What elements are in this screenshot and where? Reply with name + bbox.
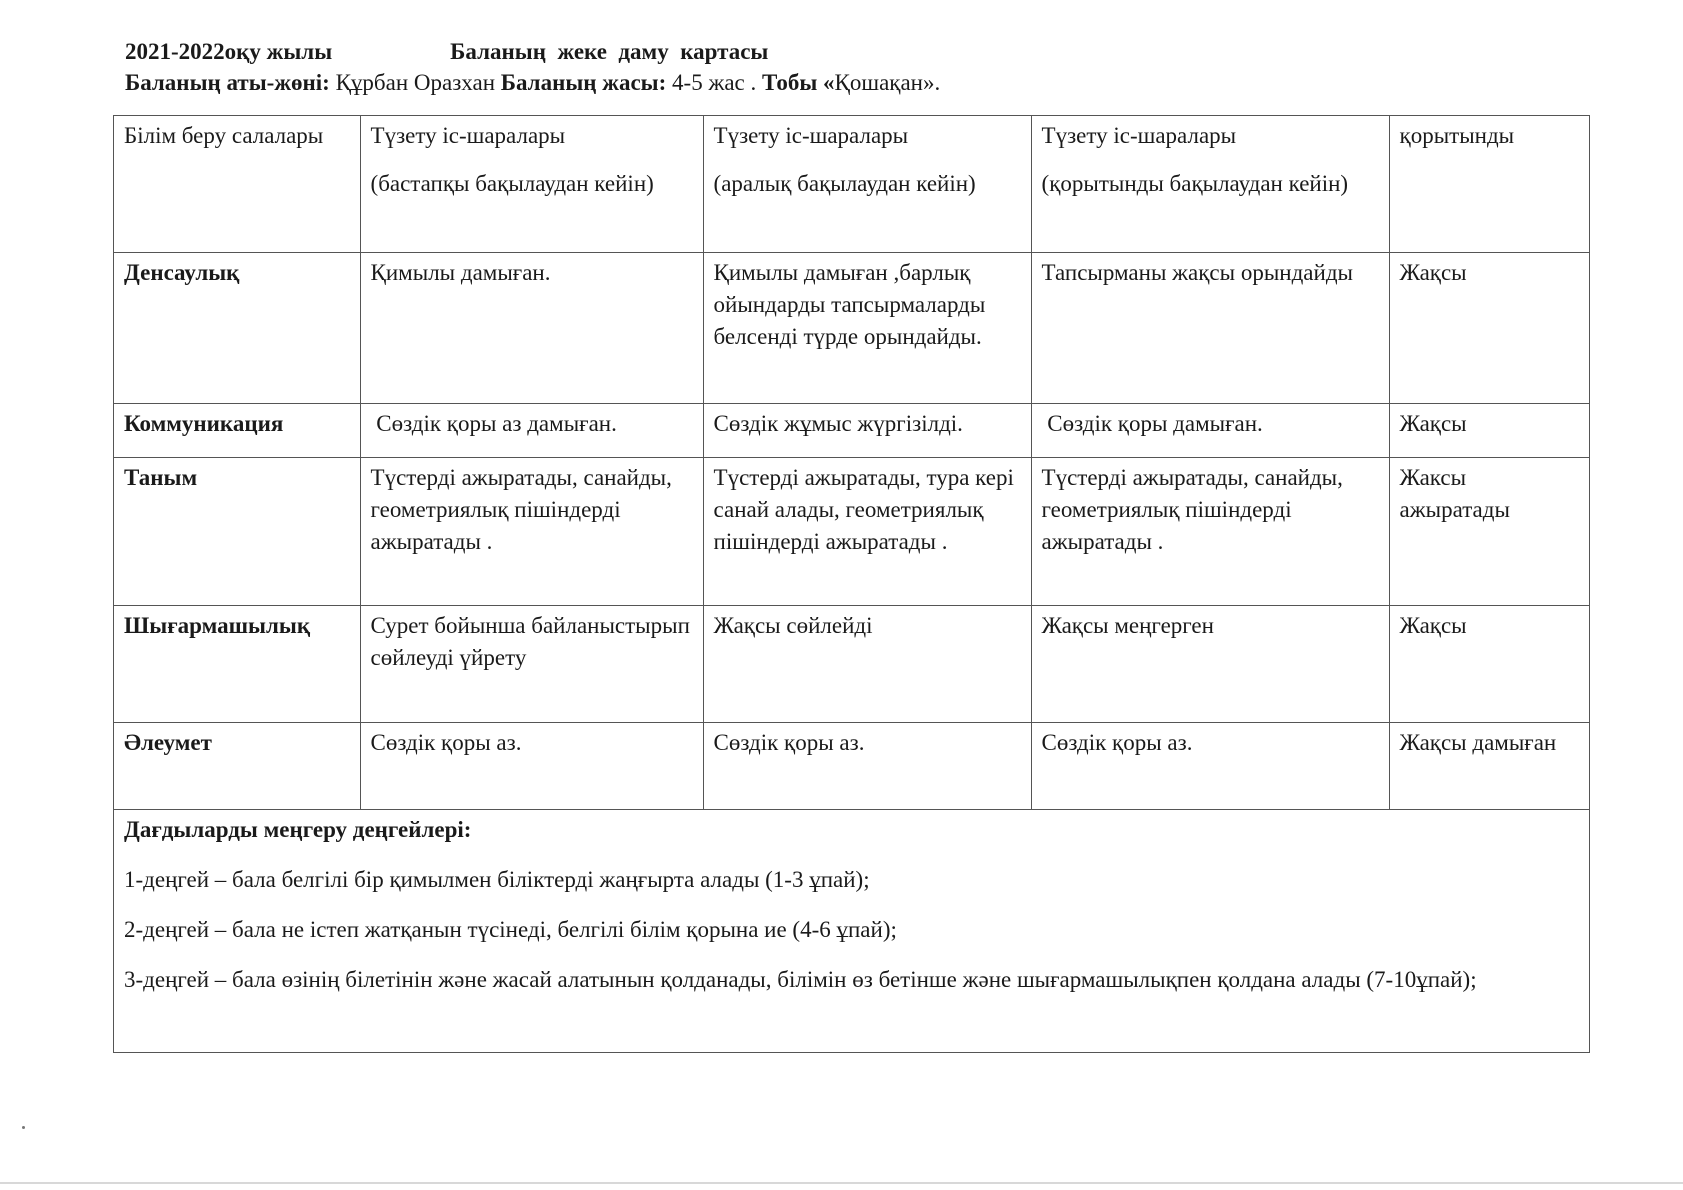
intermediate-cell: Қимылы дамыған ,барлық ойындарды тапсырмаларды белсенді түрде орындайды.: [703, 253, 1031, 404]
age-value: 4-5 жас .: [666, 70, 763, 95]
result-cell: Жақсы: [1389, 404, 1589, 458]
initial-cell: Сурет бойынша байланыстырып сөйлеуді үйрету: [360, 606, 703, 723]
header-title: қорытынды: [1399, 123, 1515, 148]
header-title: Түзету іс-шаралары: [370, 123, 566, 148]
table-row: [114, 458, 1590, 606]
intermediate-cell: Жақсы сөйлейді: [703, 606, 1031, 723]
header-cell-final: [1031, 116, 1389, 253]
skill-levels-row: [114, 810, 1590, 1053]
skill-level-item: 2-деңгей – бала не істеп жатқанын түсінеді, белгілі білім қорына ие (4-6 ұпай);: [124, 917, 897, 942]
initial-cell: Түстерді ажыратады, санайды, геометриялық пішіндерді ажыратады .: [360, 458, 703, 606]
initial-cell: Қимылы дамыған.: [360, 253, 703, 404]
table-row: [114, 253, 1590, 404]
area-cell: Денсаулық: [114, 253, 361, 404]
skill-levels-cell: [114, 810, 1590, 1053]
initial-cell: Сөздік қоры аз дамыған.: [360, 404, 703, 458]
area-cell: Әлеумет: [114, 723, 361, 810]
document-header: [125, 36, 940, 98]
intermediate-cell: Сөздік қоры аз.: [703, 723, 1031, 810]
intermediate-cell: Түстерді ажыратады, тура кері санай алады, геометриялық пішіндерді ажыратады .: [703, 458, 1031, 606]
table-row: [114, 404, 1590, 458]
header-subtitle: (аралық бақылаудан кейін): [713, 171, 976, 196]
result-cell: Жаксы ажыратады: [1389, 458, 1589, 606]
result-cell: Жақсы: [1389, 253, 1589, 404]
header-cell-intermediate: [703, 116, 1031, 253]
final-cell: Түстерді ажыратады, санайды, геометриялық пішіндерді ажыратады .: [1031, 458, 1389, 606]
age-label: Баланың жасы:: [500, 70, 667, 95]
final-cell: Тапсырманы жақсы орындайды: [1031, 253, 1389, 404]
name-label: Баланың аты-жөні:: [125, 70, 330, 95]
child-info-line: [125, 67, 940, 98]
header-cell-area: [114, 116, 361, 253]
skill-level-item: 1-деңгей – бала белгілі бір қимылмен біліктерді жаңғырта алады (1-3 ұпай);: [124, 867, 870, 892]
header-cell-initial: [360, 116, 703, 253]
table-row: [114, 723, 1590, 810]
final-cell: Жақсы меңгерген: [1031, 606, 1389, 723]
skill-level-item: 3-деңгей – бала өзінің білетінін және жасай алатынын қолданады, білімін өз бетінше және шығармашылықпен қолдана алады (7-10ұпай);: [124, 967, 1477, 992]
final-cell: Сөздік қоры аз.: [1031, 723, 1389, 810]
group-label: Тобы «: [762, 70, 835, 95]
header-cell-result: [1389, 116, 1589, 253]
result-cell: Жақсы дамыған: [1389, 723, 1589, 810]
header-title: Білім беру салалары: [124, 123, 324, 148]
header-subtitle: (қорытынды бақылаудан кейін): [1041, 171, 1349, 196]
header-subtitle: (бастапқы бақылаудан кейін): [370, 171, 654, 196]
area-cell: Шығармашылық: [114, 606, 361, 723]
name-value: Құрбан Оразхан: [329, 70, 501, 95]
scan-edge-line: [0, 1182, 1683, 1184]
intermediate-cell: Сөздік жұмыс жүргізілді.: [703, 404, 1031, 458]
header-title: Түзету іс-шаралары: [713, 123, 909, 148]
development-card-table: [113, 115, 1590, 1053]
header-title: Түзету іс-шаралары: [1041, 123, 1237, 148]
table-header-row: [114, 116, 1590, 253]
document-title: Баланың жеке даму картасы: [450, 39, 769, 64]
scan-speck: [22, 1126, 25, 1129]
final-cell: Сөздік қоры дамыған.: [1031, 404, 1389, 458]
title-line: [125, 36, 940, 67]
area-cell: Коммуникация: [114, 404, 361, 458]
initial-cell: Сөздік қоры аз.: [360, 723, 703, 810]
school-year: 2021-2022оқу жылы: [125, 39, 333, 64]
area-cell: Таным: [114, 458, 361, 606]
table-row: [114, 606, 1590, 723]
result-cell: Жақсы: [1389, 606, 1589, 723]
skill-levels-title: Дағдыларды меңгеру деңгейлері:: [124, 817, 472, 842]
group-value: Қошақан».: [834, 70, 941, 95]
